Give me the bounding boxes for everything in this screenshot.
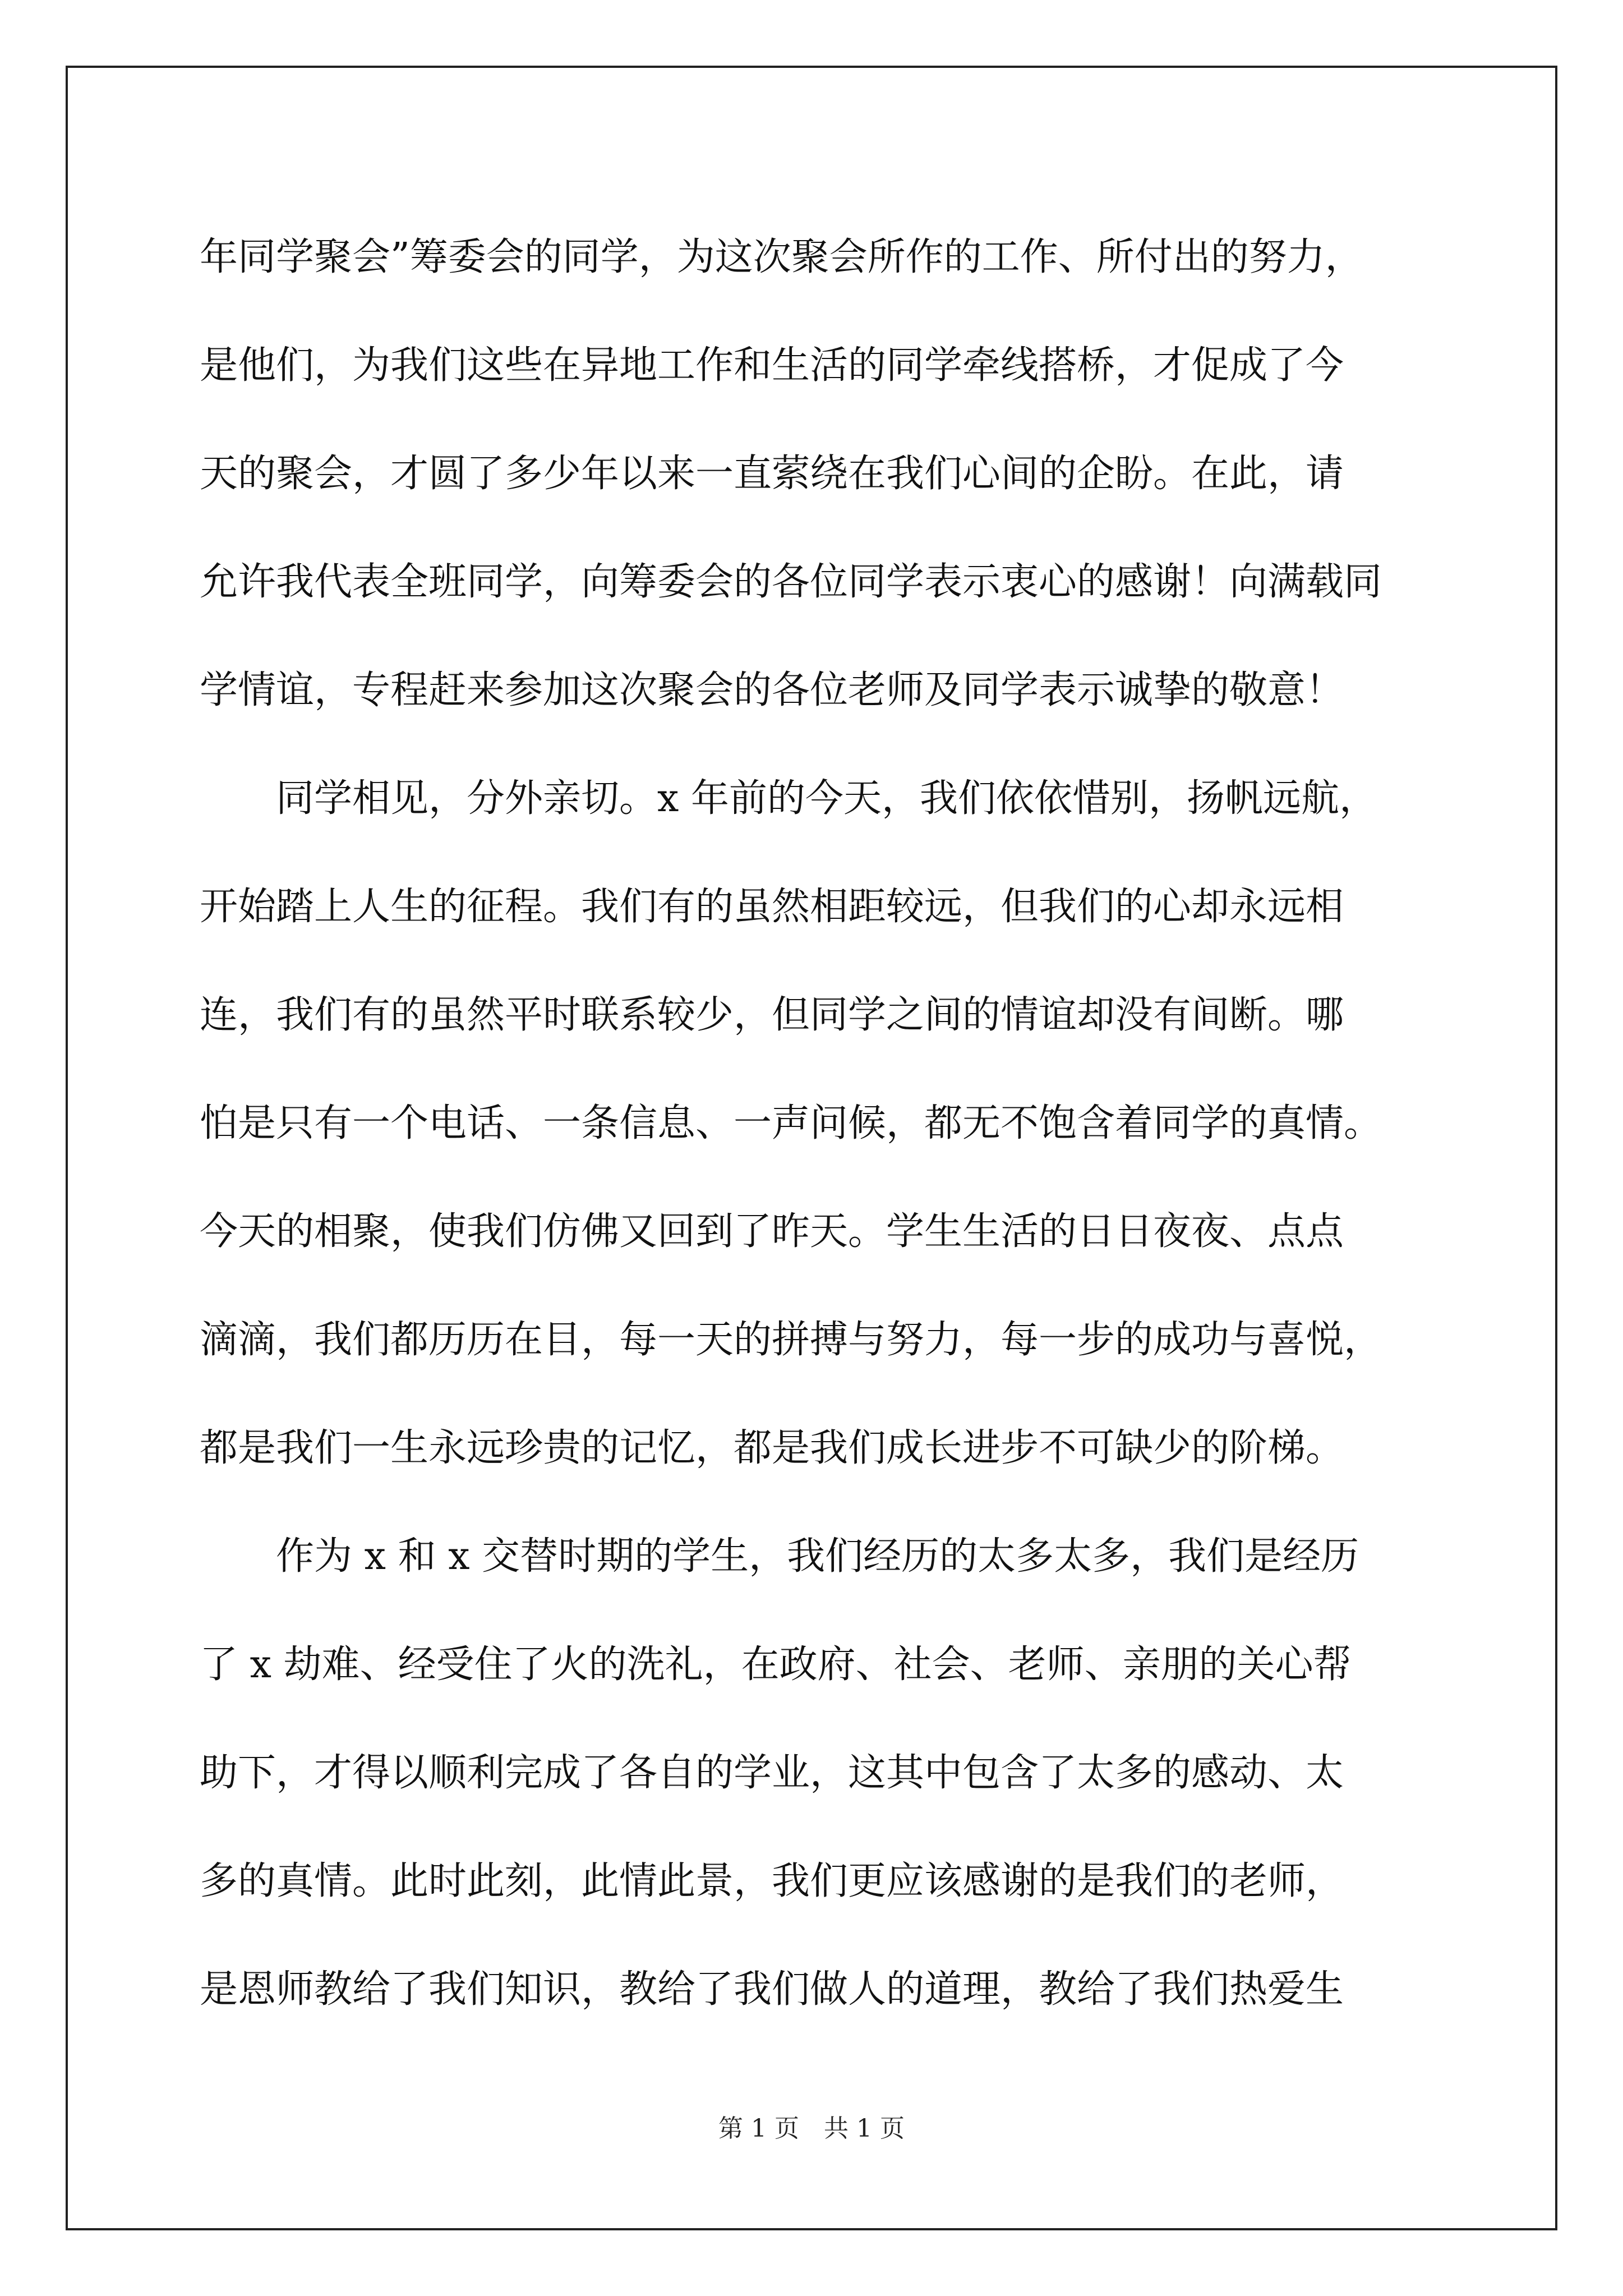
text-line: 作为 x 和 x 交替时期的学生，我们经历的太多太多，我们是经历: [200, 1534, 1359, 1579]
text-line: 助下，才得以顺利完成了各自的学业，这其中包含了太多的感动、太: [200, 1751, 1344, 1795]
text-line: 多的真情。此时此刻，此情此景，我们更应该感谢的是我们的老师，: [200, 1859, 1344, 1903]
page-footer: 第 1 页 共 1 页: [718, 2114, 905, 2143]
text-line: 滴滴，我们都历历在目，每一天的拼搏与努力，每一步的成功与喜悦，: [200, 1318, 1382, 1362]
text-line: 同学相见，分外亲切。x 年前的今天，我们依依惜别，扬帆远航，: [200, 776, 1377, 821]
text-line: 怕是只有一个电话、一条信息、一声问候，都无不饱含着同学的真情。: [200, 1101, 1382, 1145]
text-line: 今天的相聚，使我们仿佛又回到了昨天。学生生活的日日夜夜、点点: [200, 1209, 1344, 1254]
text-line: 是恩师教给了我们知识，教给了我们做人的道理，教给了我们热爱生: [200, 1967, 1344, 2012]
text-line: 是他们，为我们这些在异地工作和生活的同学牵线搭桥，才促成了今: [200, 343, 1344, 388]
text-line: 连，我们有的虽然平时联系较少，但同学之间的情谊却没有间断。哪: [200, 993, 1344, 1037]
text-line: 学情谊，专程赶来参加这次聚会的各位老师及同学表示诚挚的敬意！: [200, 668, 1344, 712]
text-line: 都是我们一生永远珍贵的记忆，都是我们成长进步不可缺少的阶梯。: [200, 1426, 1344, 1470]
text-line: 年同学聚会”筹委会的同学，为这次聚会所作的工作、所付出的努力，: [200, 235, 1363, 279]
text-line: 允许我代表全班同学，向筹委会的各位同学表示衷心的感谢！向满载同: [200, 560, 1382, 604]
text-line: 了 x 劫难、经受住了火的洗礼，在政府、社会、老师、亲朋的关心帮: [200, 1642, 1352, 1687]
document-body: [200, 203, 1428, 2044]
text-line: 开始踏上人生的征程。我们有的虽然相距较远，但我们的心却永远相: [200, 885, 1344, 929]
text-line: 天的聚会，才圆了多少年以来一直萦绕在我们心间的企盼。在此，请: [200, 452, 1344, 496]
